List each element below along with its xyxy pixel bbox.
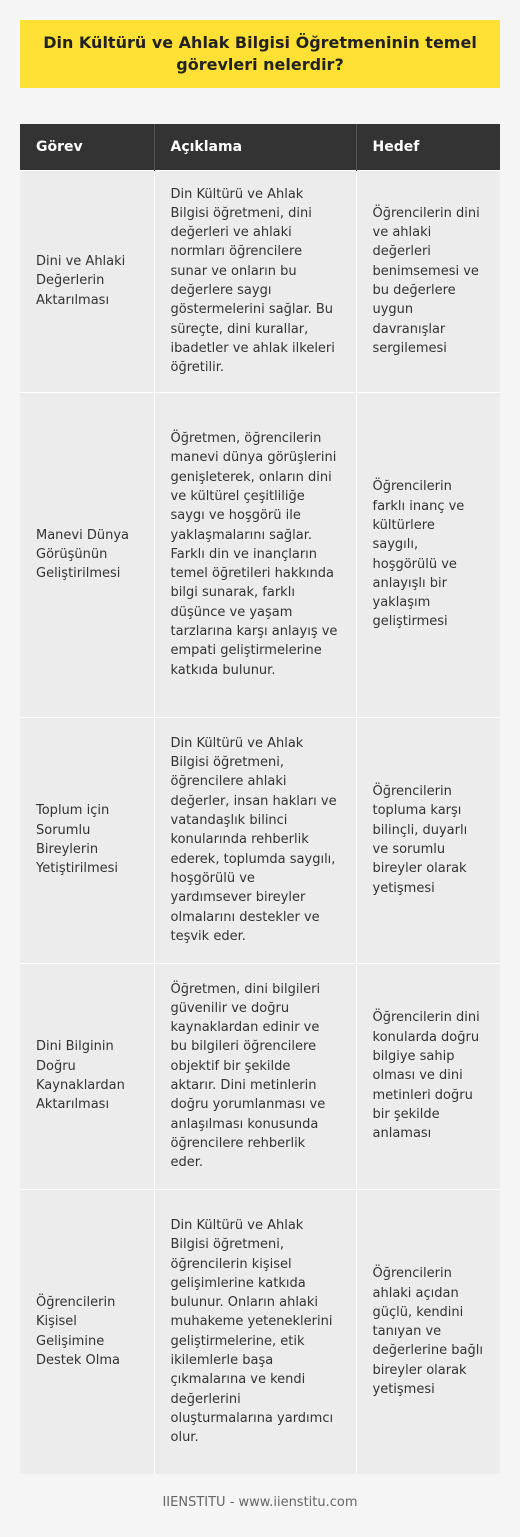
table-row: [20, 1189, 500, 1474]
cell-hedef: Öğrencilerin ahlaki açıdan güçlü, kendini tanıyan ve değerlerine bağlı bireyler olarak yetişmesi: [356, 1189, 500, 1474]
table-row: [20, 392, 500, 717]
cell-gorev: Dini ve Ahlaki Değerlerin Aktarılması: [20, 170, 154, 392]
table-row: [20, 963, 500, 1189]
cell-aciklama: Öğretmen, dini bilgileri güvenilir ve doğru kaynaklardan edinir ve bu bilgileri öğrencilere objektif bir şekilde aktarır. Dini metinlerin doğru yorumlanması ve anlaşılması konusunda öğrencilere rehberlik eder.: [154, 963, 356, 1189]
cell-gorev: Dini Bilginin Doğru Kaynaklardan Aktarılması: [20, 963, 154, 1189]
column-header-gorev: Görev: [20, 124, 154, 170]
page-title: Din Kültürü ve Ahlak Bilgisi Öğretmeninin temel görevleri nelerdir?: [43, 33, 477, 74]
cell-hedef: Öğrencilerin dini konularda doğru bilgiye sahip olması ve dini metinleri doğru bir şekilde anlaması: [356, 963, 500, 1189]
cell-hedef: Öğrencilerin farklı inanç ve kültürlere saygılı, hoşgörülü ve anlayışlı bir yaklaşım geliştirmesi: [356, 392, 500, 717]
cell-aciklama: Öğretmen, öğrencilerin manevi dünya görüşlerini genişleterek, onların dini ve kültürel çeşitliliğe saygı ve hoşgörü ile yaklaşmalarını sağlar. Farklı din ve inançların temel öğretileri hakkında bilgi sunarak, farklı düşünce ve yaşam tarzlarına karşı anlayış ve empati geliştirmelerine katkıda bulunur.: [154, 392, 356, 717]
cell-gorev: Manevi Dünya Görüşünün Geliştirilmesi: [20, 392, 154, 717]
footer-credit: IIENSTITU - www.iienstitu.com: [162, 1495, 358, 1510]
column-header-hedef: Hedef: [356, 124, 500, 170]
duties-table: [20, 124, 500, 1474]
cell-aciklama: Din Kültürü ve Ahlak Bilgisi öğretmeni, öğrencilere ahlaki değerler, insan hakları ve vatandaşlık bilinci konularında rehberlik ederek, toplumda saygılı, hoşgörülü ve yardımsever bireyler olmalarını destekler ve teşvik eder.: [154, 717, 356, 963]
cell-hedef: Öğrencilerin dini ve ahlaki değerleri benimsemesi ve bu değerlere uygun davranışlar sergilemesi: [356, 170, 500, 392]
cell-aciklama: Din Kültürü ve Ahlak Bilgisi öğretmeni, öğrencilerin kişisel gelişimlerine katkıda bulunur. Onların ahlaki muhakeme yeteneklerini geliştirmelerine, etik ikilemlerle başa çıkmalarına ve kendi değerlerini oluşturmalarına yardımcı olur.: [154, 1189, 356, 1474]
cell-aciklama: Din Kültürü ve Ahlak Bilgisi öğretmeni, dini değerleri ve ahlaki normları öğrencilere sunar ve onların bu değerlere saygı göstermelerini sağlar. Bu süreçte, dini kurallar, ibadetler ve ahlak ilkeleri öğretilir.: [154, 170, 356, 392]
table-header-row: [20, 124, 500, 170]
cell-gorev: Öğrencilerin Kişisel Gelişimine Destek Olma: [20, 1189, 154, 1474]
column-header-aciklama: Açıklama: [154, 124, 356, 170]
cell-gorev: Toplum için Sorumlu Bireylerin Yetiştirilmesi: [20, 717, 154, 963]
table-row: [20, 170, 500, 392]
table-row: [20, 717, 500, 963]
cell-hedef: Öğrencilerin topluma karşı bilinçli, duyarlı ve sorumlu bireyler olarak yetişmesi: [356, 717, 500, 963]
title-banner: [20, 20, 500, 88]
